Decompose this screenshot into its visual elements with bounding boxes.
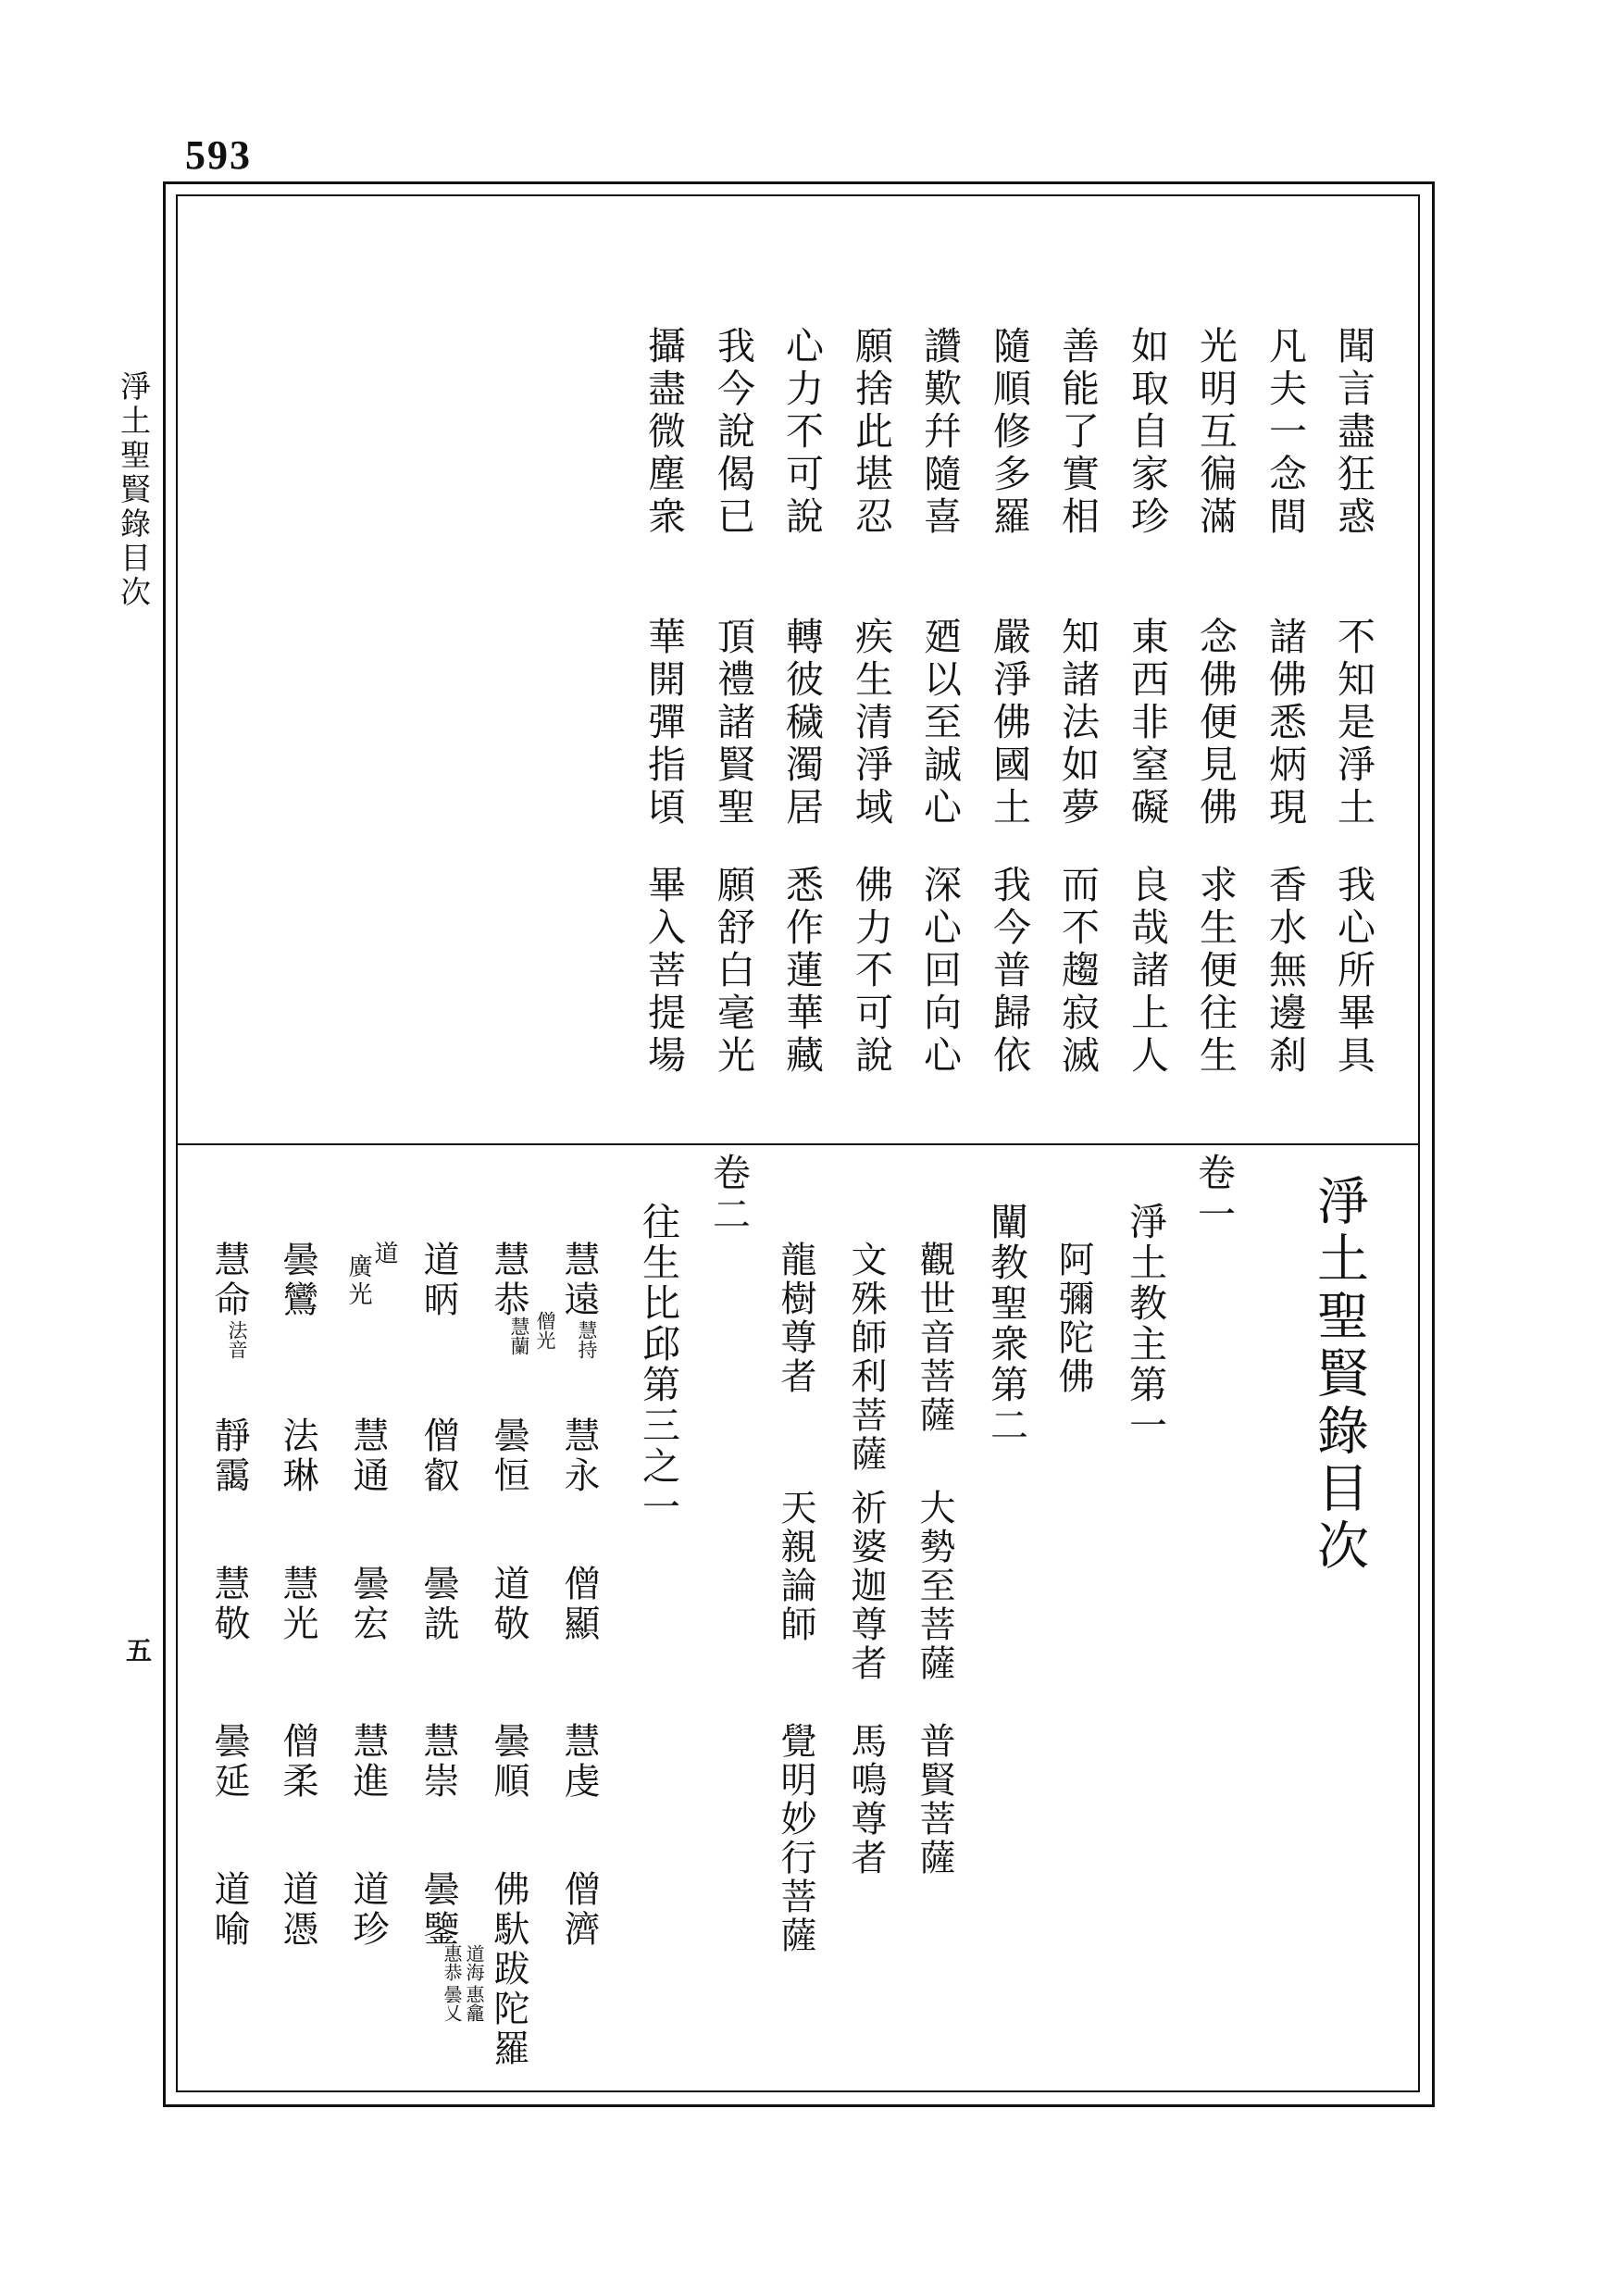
name-entry: 慧永 [558,1416,600,1496]
name-entry: 曇延 [208,1722,250,1802]
toc-entry: 普賢菩薩 [914,1722,955,1878]
name-entry: 道喻 [208,1870,250,1950]
name-entry: 法琳 [277,1416,318,1496]
toc-entry: 龍樹尊者 [775,1241,816,1396]
name-entry-small: 道 [370,1241,398,1265]
name-entry: 曇宏 [347,1565,389,1644]
name-entry: 曇詵 [417,1565,459,1644]
name-entry: 道珍 [347,1870,389,1950]
name-entry: 慧恭 [488,1241,529,1320]
name-entry: 道昞 [417,1241,459,1320]
toc-entry: 祈婆迦尊者 [845,1489,887,1683]
name-entry: 慧光 [277,1565,318,1644]
name-entry: 佛馱跋陀羅 [488,1870,529,2069]
verse-line: 東西非窒礙 [1125,617,1169,830]
name-entry: 僧顯 [558,1565,600,1644]
name-row [205,1241,307,2074]
verse-line: 善能了實相 [1055,326,1100,539]
toc-entry: 阿彌陀佛 [1052,1241,1094,1396]
name-entry: 道憑 [277,1870,318,1950]
verse-line: 華開彈指頃 [641,617,686,830]
name-note: 僧光 [534,1311,556,1350]
name-entry: 僧叡 [417,1416,459,1496]
name-entry: 慧通 [347,1416,389,1496]
name-entry: 慧進 [347,1722,389,1802]
name-note: 惠恭 [441,1944,463,1981]
name-entry: 僧濟 [558,1870,600,1950]
verse-line: 轉彼穢濁居 [779,617,824,830]
name-note: 曇乂 [441,1985,463,2022]
verse-line: 讚歎幷隨喜 [917,326,962,539]
verse-line: 心力不可說 [779,326,824,539]
verse-line: 良哉諸上人 [1125,865,1169,1078]
verse-line: 悉作蓮華藏 [779,865,824,1078]
verse-line: 不知是淨土 [1331,617,1375,830]
toc-entry: 覺明妙行菩薩 [775,1722,816,1955]
toc-entry: 文殊師利菩薩 [845,1241,887,1474]
verse-line: 隨順修多羅 [987,326,1031,539]
chapter-heading: 淨土教主第一 [1123,1202,1167,1446]
toc-title: 淨土聖賢錄目次 [1309,1174,1369,1576]
name-note: 道海 [463,1944,485,1981]
volume-heading: 卷一 [1191,1153,1236,1236]
verse-line: 諸佛悉炳現 [1263,617,1307,830]
folio-number: 五 [122,1637,153,1663]
verse-line: 畢入菩提場 [641,865,686,1078]
volume-heading: 卷二 [706,1153,751,1236]
verse-line: 願捨此堪忍 [849,326,893,539]
verse-line: 我心所畢具 [1331,865,1375,1078]
name-entry: 慧虔 [558,1722,600,1802]
name-note: 慧蘭 [508,1316,530,1355]
chapter-heading: 闡教聖衆第二 [984,1202,1028,1446]
name-entry: 慧命法音 [208,1241,250,1359]
chapter-heading: 往生比邱第三之一 [636,1202,680,1528]
verse-line: 如取自家珍 [1125,326,1169,539]
verse-line: 聞言盡狂惑 [1331,326,1375,539]
page-number: 593 [185,132,252,178]
name-entry: 僧柔 [277,1722,318,1802]
verse-line: 而不趨寂滅 [1055,865,1100,1078]
name-entry: 曇恒 [488,1416,529,1496]
name-entry: 曇順 [488,1722,529,1802]
verse-line: 頂禮諸賢聖 [711,617,755,830]
name-note: 惠龕 [463,1985,485,2022]
name-entry: 慧遠慧持 [558,1241,600,1359]
verse-line: 我今普歸依 [987,865,1031,1078]
name-entry: 慧敬 [208,1565,250,1644]
verse-line: 念佛便見佛 [1193,617,1238,830]
name-entry-small: 光 [344,1281,372,1305]
verse-line: 廼以至誠心 [917,617,962,830]
verse-line: 攝盡微塵衆 [641,326,686,539]
verse-line: 疾生清淨域 [849,617,893,830]
verse-line: 求生便往生 [1193,865,1238,1078]
verse-line: 光明互徧滿 [1193,326,1238,539]
name-entry: 靜靄 [208,1416,250,1496]
verse-line: 我今說偈已 [711,326,755,539]
name-entry: 道敬 [488,1565,529,1644]
toc-entry: 馬鳴尊者 [845,1722,887,1878]
toc-entry: 天親論師 [775,1489,816,1644]
toc-entry: 大勢至菩薩 [914,1489,955,1683]
name-entry: 曇鸞 [277,1241,318,1320]
toc-entry: 觀世音菩薩 [914,1241,955,1435]
name-entry: 慧崇 [417,1722,459,1802]
section-divider [176,1143,1418,1145]
name-entry: 曇鑒 [417,1870,459,1950]
verse-line: 深心回向心 [917,865,962,1078]
verse-line: 知諸法如夢 [1055,617,1100,830]
verse-line: 香水無邊刹 [1263,865,1307,1078]
name-entry-small: 廣 [344,1254,372,1278]
verse-line: 凡夫一念間 [1263,326,1307,539]
verse-line: 願舒白毫光 [711,865,755,1078]
verse-line: 佛力不可說 [849,865,893,1078]
verse-line: 嚴淨佛國土 [987,617,1031,830]
running-title: 淨土聖賢錄目次 [116,370,152,610]
